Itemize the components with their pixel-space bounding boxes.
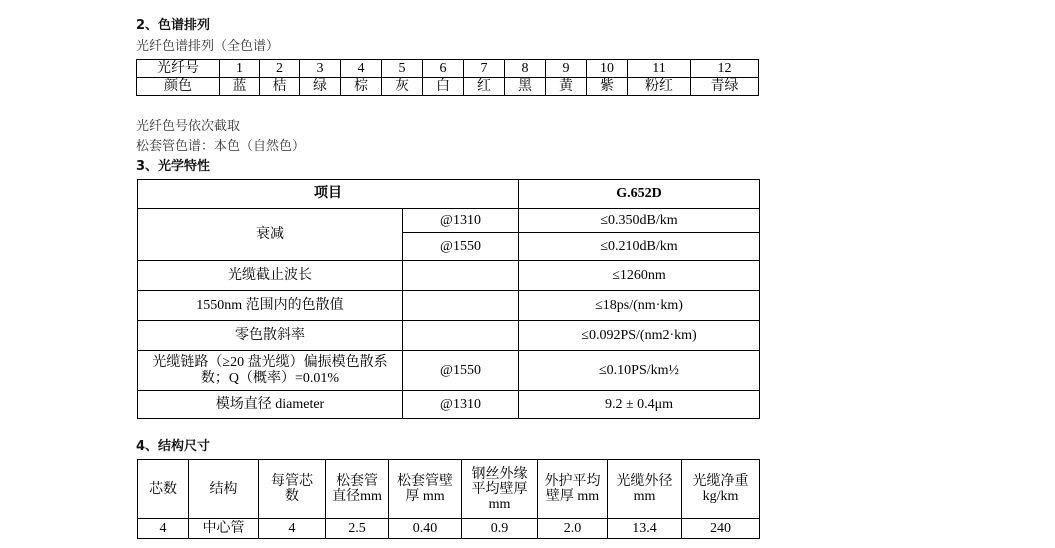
- header-cell: 外护平均壁厚 mm: [538, 460, 608, 519]
- table-row: [138, 519, 760, 539]
- spec-header: G.652D: [519, 180, 760, 209]
- table-cell: 中心管: [189, 519, 259, 539]
- condition-cell: @1310: [403, 209, 519, 233]
- section-2-heading: 2、色谱排列: [136, 18, 211, 33]
- label-cell: 1550nm 范围内的色散值: [138, 291, 403, 321]
- header-cell: 6: [423, 60, 464, 78]
- value-cell: ≤0.10PS/km½: [519, 351, 760, 391]
- condition-cell: [403, 321, 519, 351]
- header-cell: 4: [341, 60, 382, 78]
- table-cell: 颜色: [137, 78, 220, 96]
- label-cell: 光缆链路（≥20 盘光缆）偏振模色散系数；Q（概率）=0.01%: [138, 351, 403, 391]
- header-cell: 3: [300, 60, 341, 78]
- condition-cell: @1310: [403, 391, 519, 419]
- structure-dimensions-table: [137, 459, 760, 539]
- section-3-heading: 3、光学特性: [136, 159, 211, 174]
- table-cell: 黑: [505, 78, 546, 96]
- value-cell: ≤18ps/(nm·km): [519, 291, 760, 321]
- table-cell: 棕: [341, 78, 382, 96]
- header-cell: 结构: [189, 460, 259, 519]
- header-cell: 每管芯数: [259, 460, 326, 519]
- table-cell: 紫: [587, 78, 628, 96]
- value-cell: 9.2 ± 0.4μm: [519, 391, 760, 419]
- header-cell: 芯数: [138, 460, 189, 519]
- table-cell: 2.5: [326, 519, 389, 539]
- header-cell: 松套管壁厚 mm: [389, 460, 462, 519]
- color-spectrum-subtitle: 光纤色谱排列（全色谱）: [136, 39, 280, 54]
- table-row: [138, 321, 760, 351]
- section-4-heading: 4、结构尺寸: [136, 439, 211, 454]
- table-cell: 0.40: [389, 519, 462, 539]
- header-cell: 光缆净重kg/km: [682, 460, 760, 519]
- item-header: 项目: [138, 180, 519, 209]
- table-row: [138, 291, 760, 321]
- header-cell: 光缆外径mm: [608, 460, 682, 519]
- header-cell: 9: [546, 60, 587, 78]
- value-cell: ≤0.350dB/km: [519, 209, 760, 233]
- header-cell: 7: [464, 60, 505, 78]
- label-cell: 零色散斜率: [138, 321, 403, 351]
- condition-cell: [403, 291, 519, 321]
- header-cell: 松套管直径mm: [326, 460, 389, 519]
- header-cell: 10: [587, 60, 628, 78]
- fiber-number-row: [137, 60, 759, 78]
- table-row: [138, 209, 760, 233]
- table-cell: 黄: [546, 78, 587, 96]
- label-cell: 模场直径 diameter: [138, 391, 403, 419]
- header-cell: 1: [220, 60, 260, 78]
- header-cell: 12: [691, 60, 759, 78]
- table-cell: 蓝: [220, 78, 260, 96]
- table-cell: 绿: [300, 78, 341, 96]
- value-cell: ≤1260nm: [519, 261, 760, 291]
- table-row: [138, 261, 760, 291]
- value-cell: ≤0.092PS/(nm2·km): [519, 321, 760, 351]
- value-cell: ≤0.210dB/km: [519, 233, 760, 261]
- header-cell: 光纤号: [137, 60, 220, 78]
- condition-cell: [403, 261, 519, 291]
- color-row: [137, 78, 759, 96]
- table-cell: 240: [682, 519, 760, 539]
- header-cell: 5: [382, 60, 423, 78]
- header-cell: 钢丝外缘平均壁厚mm: [462, 460, 538, 519]
- optical-properties-table: [137, 179, 760, 419]
- table-header-row: [138, 460, 760, 519]
- attenuation-label: 衰减: [138, 209, 403, 261]
- condition-cell: @1550: [403, 351, 519, 391]
- table-cell: 粉红: [628, 78, 691, 96]
- header-cell: 11: [628, 60, 691, 78]
- label-cell: 光缆截止波长: [138, 261, 403, 291]
- table-cell: 桔: [260, 78, 300, 96]
- table-row: [138, 391, 760, 419]
- header-cell: 2: [260, 60, 300, 78]
- table-cell: 2.0: [538, 519, 608, 539]
- table-cell: 13.4: [608, 519, 682, 539]
- condition-cell: @1550: [403, 233, 519, 261]
- table-header-row: [138, 180, 760, 209]
- table-cell: 灰: [382, 78, 423, 96]
- table-cell: 青绿: [691, 78, 759, 96]
- table-cell: 0.9: [462, 519, 538, 539]
- tube-color-note: 松套管色谱：本色（自然色）: [136, 139, 306, 154]
- table-row: [138, 351, 760, 391]
- table-cell: 白: [423, 78, 464, 96]
- fiber-color-table: [136, 59, 759, 96]
- table-cell: 4: [259, 519, 326, 539]
- table-cell: 红: [464, 78, 505, 96]
- table-cell: 4: [138, 519, 189, 539]
- header-cell: 8: [505, 60, 546, 78]
- fiber-order-note: 光纤色号依次截取: [136, 119, 241, 134]
